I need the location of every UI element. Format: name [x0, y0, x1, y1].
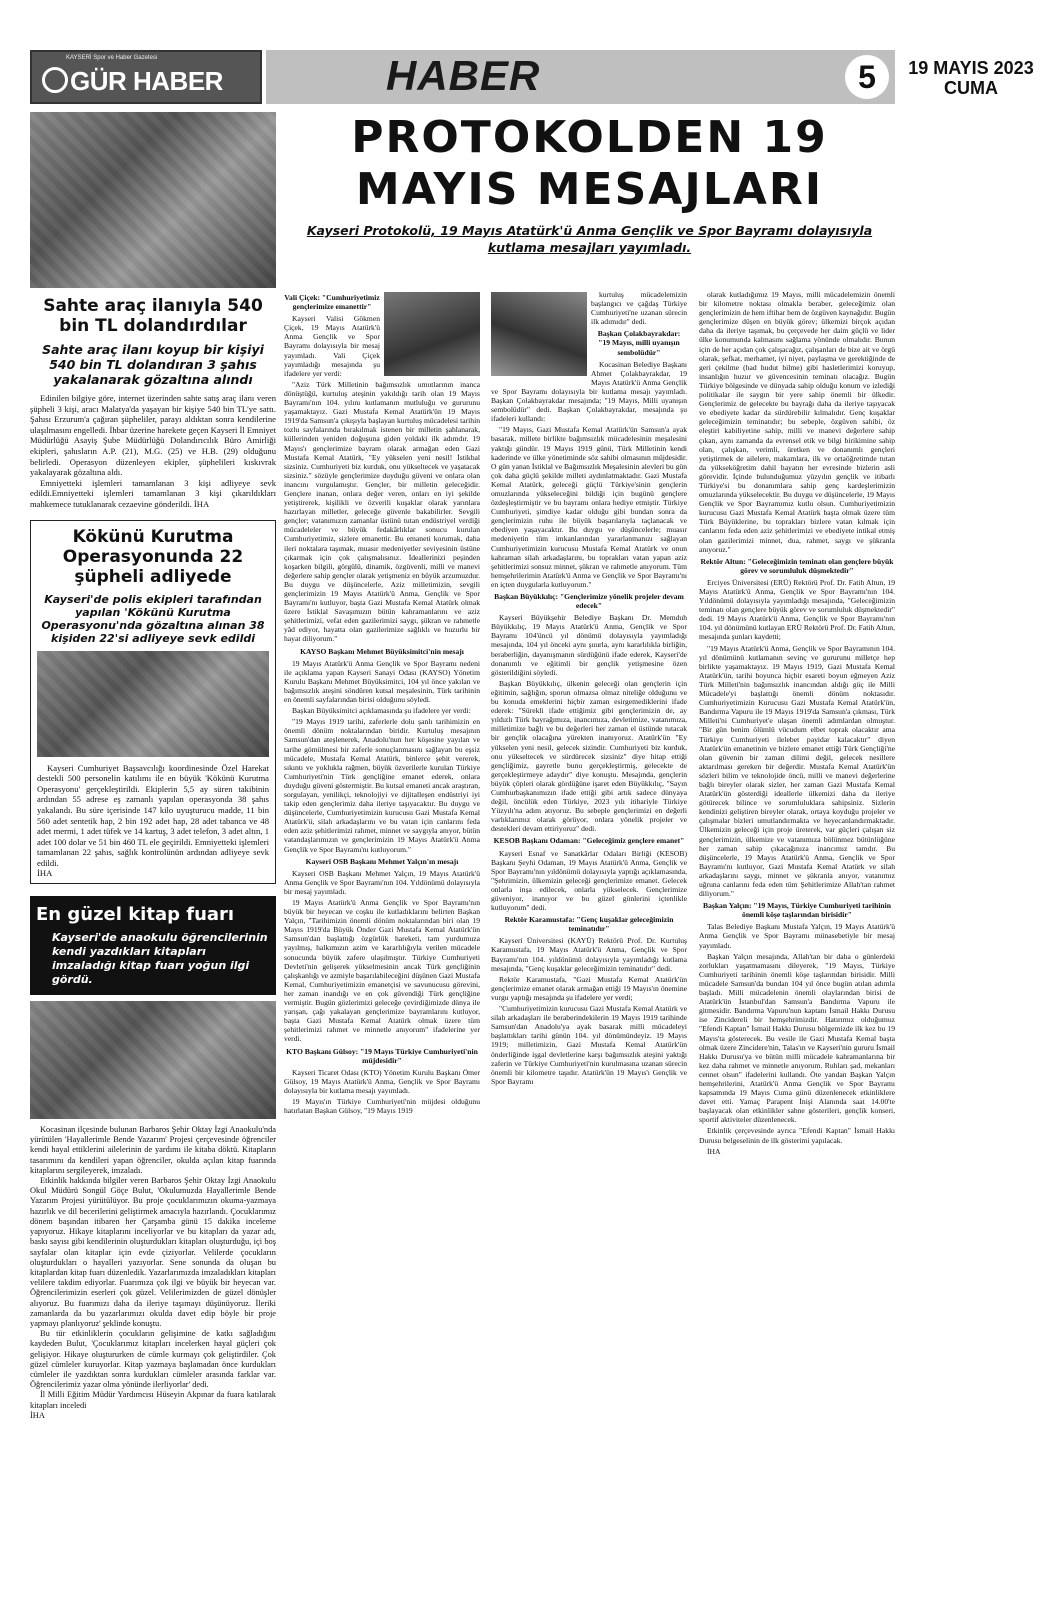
article-paragraph: kurtuluş mücadelemizin başlangıcı ve çağdaş Türkiye Cumhuriyeti'ne uzanan sürecin ilk adımıdır" dedi. [591, 290, 687, 327]
article-paragraph: "Cumhuriyetimizin kurucusu Gazi Mustafa Kemal Atatürk ve silah arkadaşları ile beraberindekilerin 19 Mayıs 1919 tarihinde Samsun'dan Anadolu'ya ayak basarak milli mücadeleyi başlattıkları tarihi günün 104. yıl dönümündeyiz. 19 Mayıs 1919; milletimizin, Gazi Mustafa Kemal Atatürk'ün önderliğinde işgal devletlerine karşı bağımsızlık ateşini yaktığı zaferin ve Türkiye Cumhuriyeti'nin kurulmasına uzanan sürecin önemli bir kilometre taşıdır. Atatürk'ün 19 Mayıs'ı Gençlik ve Spor Bayramı [491, 1004, 687, 1086]
main-column-1 [284, 290, 480, 1572]
day-text: CUMA [944, 78, 998, 98]
baskan-photo [491, 292, 587, 376]
story2-photo [37, 651, 269, 757]
story3-headline: En güzel kitap fuarı [36, 904, 235, 926]
story2-para: Kayseri Cumhuriyet Başsavcılığı koordinesinde Özel Harekat destekli 500 personelin katılımı ile en büyük 'Kökünü Kurutma Operasyonu' gerçekleştirildi. Ekiplerin 5,5 ay süren takibinin ardından 55 adrese eş zamanlı yapılan operasyonda 38 şahıs yakalandı. Bu süre içerisinde 147 kilo uyuşturucu madde, 11 bin 560 adet sentetik hap, 2 bin 192 adet hap, 28 adet tabanca ve 48 adet mermi, 1 adet tüfek ve 14 kartuş, 3 adet telefon, 3 adet altın, 1 adet 100 dolar ve 51 bin 460 TL ele geçirildi. Emniyetteki işlemleri tamamlanan 22 şahıs, sağlık kontrolünün ardından adliyeye sevk edildi. [37, 762, 269, 868]
article-paragraph: 19 Mayıs Atatürk'ü Anma Gençlik ve Spor Bayramı'nın büyük bir heyecan ve coşku ile kutladıklarını belirten Başkan Yalçın, "Tarihimizin önemli dönüm noktalarından biri olan 19 Mayıs 1919'da Büyük Önder Gazi Mustafa Kemal Atatürk'ün Samsun'dan başlattığı özgürlük hareketi, tam yurdumuza yayılmış, halkımızın azim ve kararlılığıyla verilen mücadele sonucunda büyük zafere ulaşılmıştır. Türkiye Cumhuriyeti Devleti'nin gelişerek yükselmesinin ancak Türk gençliğinin çalışkanlığı ve azmiyle başarılabileceğini düşünen Gazi Mustafa Kemal, Cumhuriyetimizin emanetçisi ve savunucusu görevini, her zaman inandığı ve en çok güvendiği Türk gençliğine vermiştir. Bugün gözlerimizi geleceğe çevirdiğimizde dünya ile yarışan, çağı yakalayan gençlerimize bayramlarını kutluyor, başta Gazi Mustafa Kemal Atatürk olmak üzere tüm şehitlerimizi rahmet ve minnetle anıyorum" ifadelerine yer verdi. [284, 898, 480, 1044]
story3-para3: Bu tür etkinliklerin çocukların gelişimine de katkı sağladığını kaydeden Bulut, 'Çocuklarımız kitapları incelerken hayal güçleri çok gelişiyor. Hikaye oluştururken de cümle kurmayı çok geliştirdiler. Çok güzel cümleler kuruyorlar. Kitap yazmaya başlamadan önce kurdukları cümleler ile yazdıktan sonra kurdukları cümleler arasında farklar var. Öğrencilerimiz yazar olma yönünde ilerliyorlar' dedi. [30, 1329, 276, 1390]
logo-wordmark [42, 66, 223, 97]
page-number: 5 [845, 55, 889, 99]
story1-photo [30, 112, 276, 288]
section-bar [266, 50, 1034, 104]
logo-tagline: KAYSERİ Spor ve Haber Gazetesi [66, 55, 158, 61]
article-paragraph: Kayseri Ticaret Odası (KTO) Yönetim Kurulu Başkanı Ömer Gülsoy, 19 Mayıs Atatürk'ü Anma, Gençlik ve Spor Bayramı dolayısıyla bir kutlama mesajı yayımladı. [284, 1067, 480, 1095]
story3-para4: İl Milli Eğitim Müdür Yardımcısı Hüseyin Akpınar da fuara katılarak kitapları inceledi [30, 1390, 276, 1410]
article-paragraph: olarak kutladığımız 19 Mayıs, milli mücadelemizin önemli bir kilometre noktası olmakla beraber, geleceğimiz olan gençlerimizin de hem iftihar hem de özgüven kaynağıdır. Bugün gençlerimize düşen en büyük görev; ülkemizi birçok açıdan daha da ileriye taşımak, bu çerçevede her daim güçlü ve lider ülke konumunda kalmasını sağlama yönünde olmalıdır. Bunun için de her açıdan çok çalışacağız, çalışanları de bize ait ve örgü olarak, şefkat, merhamet, iyi niyet, paylaşma ve gerektiğinde de geri çekilme (had hudut bilme) gibi hasletlerimizi koruyup, insanlığın huzur ve güvencesinin teminatı olacağız. Bugün Türkiye bölgesinde ve dünyada sahip olduğu konum ve izlediği politikalar ile saygın bir yere sahip önemli bir ülkedir. Gençlerimiz de gelecekte bu bayrağı daha da ileriye taşıyacak ve ebediyete kadar da sürdürebilir kılmalıdır. Genç kuşaklar geleceğimizin teminatıdır; bu sebeple, özgüven sahibi, öz eleştiri kabiliyetine sahip, milli ve manevi değerlere sahip çıkan, aynı zamanda da evrensel etik ve bilgi birikimine sahip olan, çalışkan, verimli, üretken ve donanımlı gençleri yetiştirmek de ailelere, makamlara, ilk ve ortaöğretimde tutan da yükseköğretim dahil hayatın her evresinde bizlerin asli görevidir. İçinde bulunduğumuz yüzyılın gençlik ve itibarlı Türkiye'si bu donanımlara sahip genç kardeşlerimizin omuzlarında yükselecektir. Bu duygu ve düşüncelerle, 19 Mayıs Gençlik ve Spor Bayramımız kutlu olsun. Cumhuriyetimizin kurucusu Gazi Mustafa Kemal Atatürk başta olmak üzere tüm Türk Büyüklerine, bu toprakları bizlere vatan kılmak için canlarını feda eden aziz şehitlerimizi ve ebediyete intikal etmiş olan gazilerimizi minnet, dua, rahmet, saygı ve şükranla anıyoruz." [699, 290, 895, 554]
main-column-3 [699, 290, 895, 1572]
masthead [30, 50, 1034, 104]
main-subtitle: Kayseri Protokolü, 19 Mayıs Atatürk'ü Anma Gençlik ve Spor Bayramı dolayısıyla kutlama mesajları yayımladı. [306, 223, 873, 255]
article-paragraph: Erciyes Üniversitesi (ERÜ) Rektörü Prof. Dr. Fatih Altun, 19 Mayıs Atatürk'ü Anma, Gençlik ve Spor Bayramı'nın 104. Yıldönümü dolayısıyla yayımladığı mesajında, "Geleceğimizin teminatı olan gençlere büyük görev ve sorumluluk düşmektedir" dedi. 19 Mayıs Atatürk'ü Anma, Gençlik ve Spor Bayramı'nın 104. yıl dönümünü kutlayan ERÜ Rektörü Prof. Dr. Fatih Altun, mesajında şunları kaydetti; [699, 577, 895, 642]
story3-body [30, 1125, 276, 1421]
section-heading: KTO Başkanı Gülsoy: "19 Mayıs Türkiye Cumhuriyeti'nin müjdesidir" [286, 1046, 478, 1065]
article-paragraph: Kayseri Üniversitesi (KAYÜ) Rektörü Prof. Dr. Kurtuluş Karamustafa, 19 Mayıs Atatürk'ü Anma, Gençlik ve Spor Bayramı'nın 104. yıldönümü dolayısıyla yayımladığı kutlama mesajında, "Genç kuşaklar geleceğimizin teminatıdır" dedi. [491, 936, 687, 973]
main-columns [284, 290, 895, 1572]
article-paragraph: Rektör Karamustafa, "Gazi Mustafa Kemal Atatürk'ün gençlerimize emanet olarak armağan ettiği 19 Mayıs'ın önemine vurgu yaptığı mesajında şu ifadelere yer verdi; [491, 974, 687, 1002]
section-heading: Başkan Çolakbayrakdar: "19 Mayıs, milli uyanışın sembolüdür" [597, 329, 681, 357]
main-story [284, 112, 895, 1572]
section-heading: Başkan Yalçın: "19 Mayıs, Türkiye Cumhuriyeti tarihinin önemli köşe taşlarından birisidir" [703, 901, 891, 920]
logo-g-icon [42, 67, 68, 93]
story1-body [30, 393, 276, 510]
story3-subhead: Kayseri'de anaokulu öğrencilerinin kendi yazdıkları kitapları imzaladığı kitap fuarı yoğun ilgi gördü. [52, 931, 268, 987]
article-paragraph: 19 Mayıs'ın Türkiye Cumhuriyeti'nin müjdesi olduğunu hatırlatan Başkan Gülsoy, "19 Mayıs 1919 [284, 1096, 480, 1116]
article-paragraph: 19 Mayıs Atatürk'ü Anma Gençlik ve Spor Bayramı nedeni ile açıklama yapan Kayseri Sanayi Odası (KAYSO) Yönetim Kurulu Başkanı Mehmet Büyüksimitci, 104 yıl önce yakılan ve bağımsızlık ateşini söndüren kutsal meşalesinin, Türk tarihinin en önemli sayfalarından birisi olduğunu söyledi. [284, 658, 480, 705]
issue-date [886, 58, 1056, 98]
article-paragraph: Kayseri Büyükşehir Belediye Başkanı Dr. Memduh Büyükkılıç, 19 Mayıs Atatürk'ü Anma, Gençlik ve Spor Bayramı 104'üncü yıl dönümü dolayısıyla yayımladığı mesajında, 104 yıl önceki aynı şuurla, aynı kararlılıkla birliğin, beraberliğin, dayanışmanın sürdüğünü ifade ederek, Kayseri'de donanımlı ve eğitimli bir gençlik yetişmesine özen gösterildiğini söyledi. [491, 613, 687, 677]
article-paragraph: "Aziz Türk Milletinin bağımsızlık umutlarının inanca dönüştüğü, kurtuluş ateşinin yakıldığı tarih olan 19 Mayıs Bayramı'nın 104. yılını kutlamanın mutluluğu ve gururunu yaşamaktayız. Gazi Mustafa Kemal Atatürk'ün 19 Mayıs 1919'da Samsun'a çıkışıyla başlayan kurtuluş mücadelesi tarihin tozlu sayfalarında bırakılmak istenen bir milletin şahlanarak, küllerinden yeniden doğuşuna giden yoldaki ilk adımdır. 19 Mayıs'ı gençlerimize bayram olarak armağan eden Gazi Mustafa Kemal Atatürk, "Ey yükselen yeni nesil! İstikbal sizsiniz. Cumhuriyeti biz kurduk, onu yükseltecek ve yaşatacak sizsiniz." sözüyle gençlerimize duyduğu güveni ve onlara olan inancını vurgulamıştır. Gençler, bir milletin geleceğidir. Gençlere inanan, onlara değer veren, onları en iyi şekilde yetiştirerek, kişilikli ve özverili kuşaklar olarak yarınlara hazırlayan milletler, geleceğe güvenle bakabilirler. Sevgili gençler; vatanımızın zamanlar üstünü tutan endüstriyel verdiği mücadeleler ve büyük fedakârlıklar sonucu kurulan Cumhuriyetimiz, sizlere emanettir. Bu emaneti korumak, daha ileri noktalara taşımak, muasır medeniyetler seviyesinin üstüne çıkarmak için çok çalışmalısınız. İdeallerinizi peşinden koşarken bilgili, görgülü, dinamik, özgüvenli, milli ve manevi değerlere sahip gençler olarak yetişmeniz en büyük arzumuzdur. Bu duygu ve düşüncelerle, Aziz milletimizin, sevgili gençlerimizin 19 Mayıs Atatürk'ü Anma, Gençlik ve Spor Bayramı'nı kutluyor, başta Gazi Mustafa Kemal Atatürk olmak üzere İstiklal Savaşımızın bütün kahramanlarını ve aziz şehitlerimizi, vefat eden gazilerimizi saygı, şükran ve rahmetle yâd ediyor, hayatta olan gazilerimize sağlıklı ve huzurlu bir hayat diliyorum." [284, 379, 480, 644]
article-paragraph: Talas Belediye Başkanı Mustafa Yalçın, 19 Mayıs Atatürk'ü Anma Gençlik ve Spor Bayramı münasebetiyle bir mesaj yayımladı. [699, 922, 895, 950]
article-paragraph: Kayseri OSB Başkanı Mehmet Yalçın, 19 Mayıs Atatürk'ü Anma Gençlik ve Spor Bayramı'nın 104. Yıldönümü dolayısıyla bir mesaj yayımladı. [284, 868, 480, 896]
date-text: 19 MAYIS 2023 [908, 58, 1034, 78]
article-paragraph: Etkinlik çerçevesinde ayrıca "Efendi Kaptan" İsmail Hakkı Durusu belgeselinin de ilk gösterimi yapılacak. [699, 1126, 895, 1145]
article-paragraph: Başkan Yalçın mesajında, Allah'tan bir daha o günlerdeki zorlukları yaşatmamasını dileyerek, "19 Mayıs, Türkiye Cumhuriyeti tarihinin önemli köşe taşlarından birisidir. Milli mücadele Samsun'da bundan 104 yıl önce bugün atılan adımla başladı. Milli mücadelenin önemli olaylarından birisi de Atatürk'ün İstanbul'dan Samsun'a Bandırma Vapuru ile gitmesidir. Bandırma Vapuru'nun kaptanı İsmail Hakkı Durusu ise Zincidereli bir hemşehrimizdir. Hatırımız olduğumuz "Efendi Kaptan" İsmail Hakkı Durusu bölgemizde ilk kez bu 19 Mayıs'ta gösterecek. Bu vesile ile Gazi Mustafa Kemal başta olmak üzere Zincidere'nin, Talas'ın ve Kayseri'nin gururu İsmail Hakkı Durusu'ya ve bütün milli mücadele kahramanlarına bir kez daha rahmet ve minnetle anıyorum. Ruhları şad, mekanları cennet olsun" ifadelerini kullandı. Öte yandan Başkan Yalçın hemşehrilerini, Atatürk'ü Anma Gençlik ve Spor Bayramı kapsamında 19 Mayıs Cuma günü düzenlenecek etkinliklere davet etti. Yamaç Parapent İnişi Alanında saat 14.00'te başlayacak olan etkinlikler sahne gösterileri, gençlik konseri, sportif aktiviteler düzenlenecek. [699, 951, 895, 1125]
main-headline-line2: MAYIS MESAJLARI [355, 164, 824, 215]
logo-text: GÜR HABER [70, 66, 223, 96]
story2-body [37, 763, 269, 880]
section-heading: KESOB Başkanı Odaman: "Geleceğimiz gençlere emanet" [493, 836, 685, 846]
article-paragraph: Kayseri Esnaf ve Sanatkârlar Odaları Birliği (KESOB) Başkanı Şeyhi Odaman, 19 Mayıs Atatürk'ü Anma, Gençlik ve Spor Bayramı'nın yıldönümü dolayısıyla yaptığı açıklamasında, "Şehrimizin, ülkemizin geleceği gençlerimize emanet. Gelecek onlarla inşa edilecek, onlarla yükselecek. Gençlerimize güveniyor, inanıyor ve bu güzel günlerini içtenlikle kutluyorum" dedi. [491, 848, 687, 913]
newspaper-logo [30, 50, 262, 104]
article-paragraph: Kocasinan Belediye Başkanı Ahmet Çolakbayrakdar, 19 Mayıs Atatürk'ü Anma Gençlik ve Spor Bayramı dolayısıyla bir kutlama mesajı yayımladı. Başkan Çolakbayrakdar mesajında; "19 Mayıs, Milli uyanışın sembolüdür" dedi. Başkan Çolakbayrakdar, mesajında şu ifadeleri kullandı: [491, 359, 687, 424]
article-paragraph: "19 Mayıs 1919 tarihi, zaferlerle dolu şanlı tarihimizin en önemli dönüm noktalarından biridir. Kurtuluş mesajının Samsun'dan ateşlenerek, Anadolu'nun her köşesine yayılan ve tarihe gömülmesi bir zaferle sonuçlanmasını sağlayan bu eşsiz mücadele, Mustafa Kemal Atatürk, binlerce şehit vererek, sıkıntı ve yoklukla rağmen, büyük özverilerle kurulan Türkiye Cumhuriyeti'nin Türk gençliğine emanet ederek, onlara duyduğu güveni göstermiştir. Bu kutsal emaneti ancak araştıran, sorgulayan, yenilikçi, teknolojiyi ve dijitalleşen endüstriyi iyi takip eden gençlerimiz daha ileriye taşıyacaktır. Bu duygu ve düşüncelerle, Cumhuriyetimizin kurucusu Gazi Mustafa Kemal Atatürk'ü, silah arkadaşlarını ve bu vatan için canlarını feda eden aziz şehitlerimizi rahmet, minnet ve saygıyla anıyor, bütün vatandaşlarımızın ve gençlerimizin 19 Mayıs Atatürk'ü Anma Gençlik ve Spor Bayramı'nı kutluyorum." [284, 717, 480, 854]
section-heading: Rektör Karamustafa: "Genç kuşaklar geleceğimizin teminatıdır" [504, 915, 674, 934]
article-paragraph: Başkan Büyükkılıç, ülkenin geleceği olan gençlerin için eğitimin, sağlığın, sporun olmazsa olmaz niteliğe olduğunu ve bu konuda emeklerini hiçbir zaman esirgemediklerini ifade ederek: "Sürekli ifade ettiğimiz gibi gençlerimizin de, ay yıldızlı Türk bayrağımıza, inancımıza, devletimize, vatanımıza, milletimize bağlı ve bu değerleri her zaman el üstünde tutacak bir gençlik olacağına yürekten inanıyoruz. Atatürk'ün "Ey yükselen yeni nesil, gelecek sizindir. Cumhuriyeti biz kurduk, onu yükseltecek ve sürdürecek sizsiniz" diye hitap ettiği gençliğimiz, gayretle bunu gerçekleştirmiş, gelecekte de gerçekleştirmeye adaydır" diye konuştu. Mesajında, gençlerin büyük çöpleri olarak gördüğüne işaret eden Büyükkılıç, "Sayın Cumhurbaşkanımızın ifade ettiği gibi artık sadece dünyaya değil, öncülük eden Türkiye, 2023 yılı itibariyle Türkiye Yüzyılı'na adım atıyoruz. Bu sebeple gençlerimizi en değerli varlıklarımız olarak görüyor, onlara yönelik projeler ve destekleri devam ettiriyoruz" dedi. [491, 678, 687, 834]
story1-subhead: Sahte araç ilanı koyup bir kişiyi 540 bin TL dolandıran 3 şahıs yakalanarak gözaltına alındı [42, 342, 264, 387]
story1-para2: Emniyetteki işlemleri tamamlanan 3 kişi adliyeye sevk edildi.Emniyetteki işlemleri tamamlanan 3 kişi çıkarıldıkları mahkemece tutuklanarak cezaevine gönderildi. İHA [30, 477, 276, 509]
story3-photo [30, 1001, 276, 1119]
story1-headline: Sahte araç ilanıyla 540 bin TL dolandırdılar [43, 296, 263, 336]
article-paragraph: Başkan Büyüksimitci açıklamasında şu ifadelere yer verdi: [292, 706, 471, 716]
main-column-2 [491, 290, 687, 1572]
story3-para1: Kocasinan ilçesinde bulunan Barbaros Şehir Oktay İzgi Anaokulu'nda yürütülen 'Hayallerimle Bende Yazarım' Projesi çerçevesinde öğrenciler kendi hayal ettiklerini ailelerinin de yardımı ile kitaba döktü. Kitapların tasarımını da kendileri yapan öğrenciler, okulda açılan kitap fuarında kitaplarını sergileyerek, imzaladı. [30, 1125, 276, 1175]
section-heading: Kayseri OSB Başkanı Mehmet Yalçın'ın mesajı [305, 856, 459, 866]
story3-para2: Etkinlik hakkında bilgiler veren Barbaros Şehir Oktay İzgi Anaokulu Okul Müdürü Songül Göçe Bulut, 'Okulumuzda Hayallerimle Bende Yazarım Projesi yürütülüyor. Bu proje çocuklarımızın okuma-yazmaya hazırlık ve dil becerilerini geliştirmek amacıyla hazırlandı. Çocuklarımız dönem başından itibaren her Çarşamba günü 15 dakika inceleme yapıyoruz. Hikaye kitaplarını inceliyorlar ve bu kitapları da yazar adı, baskı sayısı gibi kendilerinin oluşturdukları kitapları oluşturduğu, içi boş sayfalar olan kitaplar için evde çiziyorlar. Velilerde çocukların oluşturdukları o hayalleri yazıyorlar. Sene sonunda da oluşan bu kitaplardan kitap fuarı düzenledik. Yazarlarımızda imzaladıkları kitapları velilere takdim ediyorlar. Fuarımıza çok ilgi ve büyük bir heyecan var. Öğrencilerimizin eserleri çok güzel. Velilerimizden de güzel dönüşler alıyoruz. Bu fuarımızı daha da ileriye taşımayı düşünüyoruz. İleriki zamanlarda da bu yazarlarımızı okulda davet edip böyle bir proje yapmayı planlıyoruz' şeklinde konuştu. [30, 1176, 276, 1328]
vali-photo [384, 292, 480, 376]
left-column [30, 112, 276, 1572]
main-headline [284, 112, 895, 216]
section-heading: Başkan Büyükkılıç: "Gençlerimize yönelik projeler devam edecek" [494, 592, 684, 611]
article-paragraph: "19 Mayıs Atatürk'ü Anma, Gençlik ve Spor Bayramının 104. yıl dönümünü kutlamanın sevinç ve gururunu milletçe hep birlikte yaşamaktayız. 19 Mayıs 1919, Gazi Mustafa Kemal Atatürk'ün, tarihi boyunca hiçbir esareti boyun eğmeyen Aziz Türk Milleti'nin bağımsızlık inancından aldığı güç ile Milli Mücadele'yi başlattığı önemli dönüm noktasıdır. Cumhuriyetimizin Kurucusu Gazi Mustafa Kemal Atatürk'ün, Bandırma Vapuru ile 19 Mayıs 1919'da Samsun'a çıkması, Türk Milleti'ni Cumhuriyet'e ulaşan önemli adımlardan olmuştur. "Bir gün benim ölümlü vücudum elbet toprak olacaktır ama Türkiye Cumhuriyeti ilelebet payidar kalacaktır" diyen Atatürk'ün emanetinin ve bizlere emanet ettiği Türk Gençliği'ne olan güvenin bir zaman dilimi değil, gelecek nesillere aktarılması gereken bir değerdir. Mustafa Kemal Atatürk'ün sözleri bilim ve teknolojide öncü, milli ve manevi değerlerine bağlı bireyler olarak sizler, her zaman Gazi Mustafa Kemal Atatürk'ün gösterdiği ideallerle ülkemizi daha da ileriye götürecek bilince ve sorumluluklara sahipsiniz. Sizlerin kendinizi geliştiren bireyler olarak, ortaya koyduğu projeler ve çalışmalar bizleri umutlandırmakta ve heyecanlandırmaktadır. Ülkemizin geleceği için proje üreterek, var güçleri çalışan siz gençlerimizin, ülkemize ve vatanımıza bölünmez bütünlüğüne her zaman sahip çıkacağınıza inancımız tamdır. Bu düşüncelerle, 19 Mayıs Atatürk'ü Anma, Gençlik ve Spor Bayramı'nı kutluyor, Gazi Mustafa Kemal Atatürk ve silah arkadaşlarını saygı, minnet ve şükranla anıyor, vatanımız uğruna canlarını feda eden tüm Şehitlerimize Allah'tan rahmet diliyorum." [699, 643, 895, 899]
story3-header [30, 896, 276, 995]
section-heading: Rektör Altun: "Geleceğimizin teminatı olan gençlere büyük görev ve sorumluluk düşmektedir" [700, 556, 894, 575]
story3-source: İHA [30, 1410, 45, 1420]
article-paragraph: Kayseri Valisi Gökmen Çiçek, 19 Mayıs Atatürk'ü Anma Gençlik ve Spor Bayramı dolayısıyla bir mesaj yayımladı. Vali Çiçek yayımladığı mesajında şu ifadelere yer verdi: [284, 314, 380, 378]
section-heading: Vali Çiçek: "Cumhuriyetimiz gençlerimize emanettir" [284, 293, 380, 312]
story2-source: İHA [37, 868, 53, 879]
story1-para1: Edinilen bilgiye göre, internet üzerinden sahte satış araç ilanı veren şüpheli 3 kişi, aracı Malatya'da yaşayan bir kişiye 540 bin TL'ye sattı. Şahısı Erzurum'a çağıran şüpheliler, parayı aldıktan sonra kendilerine ulaşılmasını engelledi. İhbar üzerine harekete geçen Kayseri İl Emniyet Müdürlüğü Asayiş Şube Müdürlüğü Dolandırıcılık Büro Amirliği ekipleri, şahısların A.P. (21), M.G. (25) ve H.B. (29) olduğunu belirledi. Operasyon düzenleyen ekipler, şüphelileri kıskıvrak yakalayarak gözaltına aldı. [30, 393, 277, 478]
story2-headline: Kökünü Kurutma Operasyonunda 22 şüpheli adliyede [62, 526, 244, 587]
article-paragraph: İHA [707, 1146, 721, 1156]
story3 [30, 896, 276, 1421]
section-title: HABER [386, 52, 541, 99]
main-headline-line1: PROTOKOLDEN 19 [351, 112, 828, 163]
section-heading: KAYSO Başkanı Mehmet Büyüksimitci'nin mesajı [300, 646, 464, 656]
story2-box [30, 520, 276, 885]
article-paragraph: "19 Mayıs, Gazi Mustafa Kemal Atatürk'ün Samsun'a ayak basarak, millete birlikte bağımsızlık mücadelesinin meşalesini yaktığı gündür. 19 Mayıs 1919 günü, Türk Milletinin kendi kaderinde ve ülke yönetiminde söz sahibi olmasının müjdesidir. O gün yanan İstiklal ve Bağımsızlık Meşalesinin alevleri bu gün çok daha güçlü şekilde milleti aydınlatmaktadır. Gazi Mustafa Kemal Atatürk, geleceği güçlü Türkiye'sinin gençlerin omuzlarında yükseleceğini bildiği için bugünü gençlere özdeşleştirmiştir ve bu bayramı onlara hediye etmiştir. Türkiye Cumhuriyeti, şimdiye kadar olduğu gibi bundan sonra da gençlerimizin ruhu ile büyük başarılarıyla taçlanacak ve ebediyen yaşayacaktır. Bu duygu ve düşüncelerle; muasır medeniyetin tüm imkanlarından yararlanmanızı sağlayan Cumhuriyetimizin kurucusu Mustafa Kemal Atatürk ve onun kahraman silah arkadaşlarını, bu toprakları vatan yapan aziz şehitlerimizi sonsuz minnet, şükran ve rahmetle anıyorum. Tüm hemşehrilerimin Atatürk'ü Anma ve Gençlik ve Spor Bayramı'nı en içten duygularla kutluyorum." [491, 425, 687, 589]
story2-subhead: Kayseri'de polis ekipleri tarafından yapılan 'Kökünü Kurutma Operasyonu'nda gözaltına alınan 38 kişiden 22'si adliyeye sevk edildi [41, 592, 265, 645]
